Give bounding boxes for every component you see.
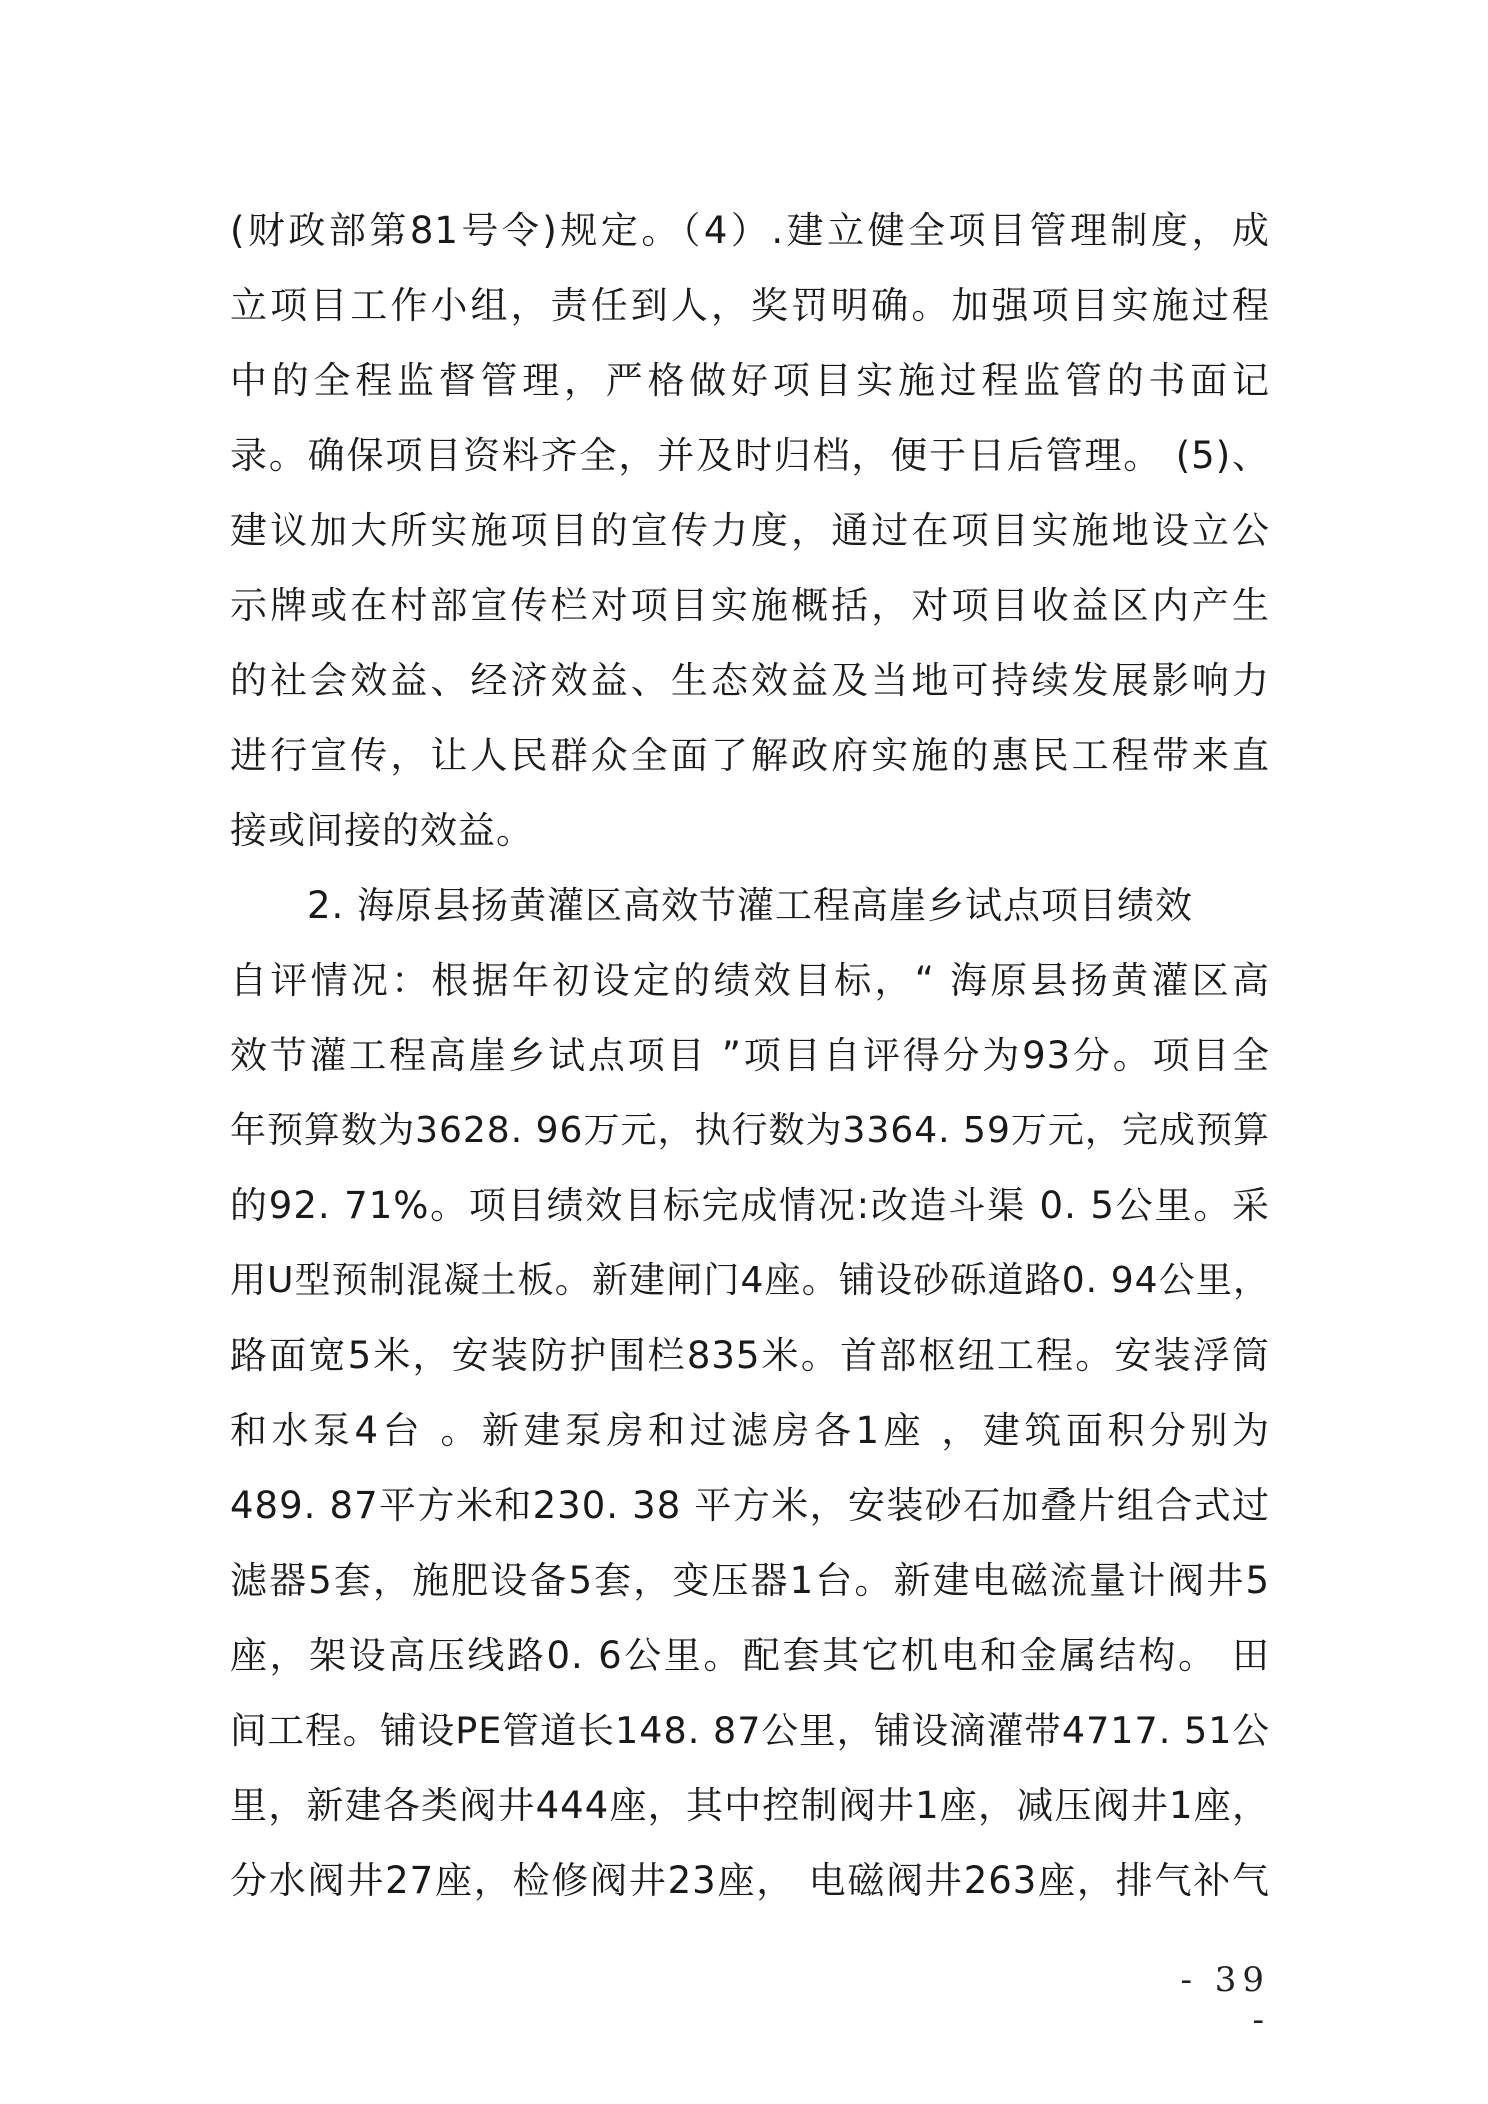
text-line: 年预算数为3628. 96万元，执行数为3364. 59万元，完成预算: [230, 1110, 1270, 1151]
text-line: 效节灌工程高崖乡试点项目 ”项目自评得分为93分。项目全: [230, 1034, 1270, 1077]
text-line: 间工程。铺设PE管道长148. 87公里，铺设滴灌带4717. 51公: [230, 1709, 1270, 1752]
text-line: 的92. 71%。项目绩效目标完成情况:改造斗渠 0. 5公里。采: [230, 1184, 1270, 1227]
text-line: (财政部第81号令)规定。（4）.建立健全项目管理制度，成: [230, 209, 1270, 252]
section-heading-line: 2. 海原县扬黄灌区高效节灌工程高崖乡试点项目绩效: [307, 884, 1194, 927]
text-line: 里，新建各类阀井444座，其中控制阀井1座，减压阀井1座，: [230, 1784, 1270, 1827]
text-line: 用U型预制混凝土板。新建闸门4座。铺设砂砾道路0. 94公里，: [230, 1260, 1270, 1301]
text-line: 中的全程监督管理，严格做好项目实施过程监管的书面记: [230, 359, 1270, 402]
text-line: 489. 87平方米和230. 38 平方米，安装砂石加叠片组合式过: [230, 1484, 1270, 1527]
text-line: 立项目工作小组，责任到人，奖罚明确。加强项目实施过程: [230, 284, 1270, 327]
text-line: 路面宽5米，安装防护围栏835米。首部枢纽工程。安装浮筒: [230, 1334, 1270, 1377]
text-line: 和水泵4台 。新建泵房和过滤房各1座 ，建筑面积分别为: [230, 1409, 1270, 1452]
text-line: 建议加大所实施项目的宣传力度，通过在项目实施地设立公: [230, 509, 1270, 552]
text-line: 录。确保项目资料齐全，并及时归档，便于日后管理。 (5)、: [230, 434, 1270, 477]
text-line: 滤器5套，施肥设备5套，变压器1台。新建电磁流量计阀井5: [230, 1559, 1270, 1602]
page-number: - 39 -: [1180, 1960, 1270, 2040]
text-line: 分水阀井27座，检修阀井23座， 电磁阀井263座，排气补气: [230, 1859, 1270, 1902]
text-line: 座，架设高压线路0. 6公里。配套其它机电和金属结构。 田: [230, 1634, 1270, 1677]
text-line: 的社会效益、经济效益、生态效益及当地可持续发展影响力: [230, 659, 1270, 702]
text-line: 接或间接的效益。: [230, 809, 534, 852]
text-line: 示牌或在村部宣传栏对项目实施概括，对项目收益区内产生: [230, 584, 1270, 627]
text-line: 自评情况：根据年初设定的绩效目标，“ 海原县扬黄灌区高: [230, 959, 1270, 1002]
text-line: 进行宣传，让人民群众全面了解政府实施的惠民工程带来直: [230, 734, 1270, 777]
